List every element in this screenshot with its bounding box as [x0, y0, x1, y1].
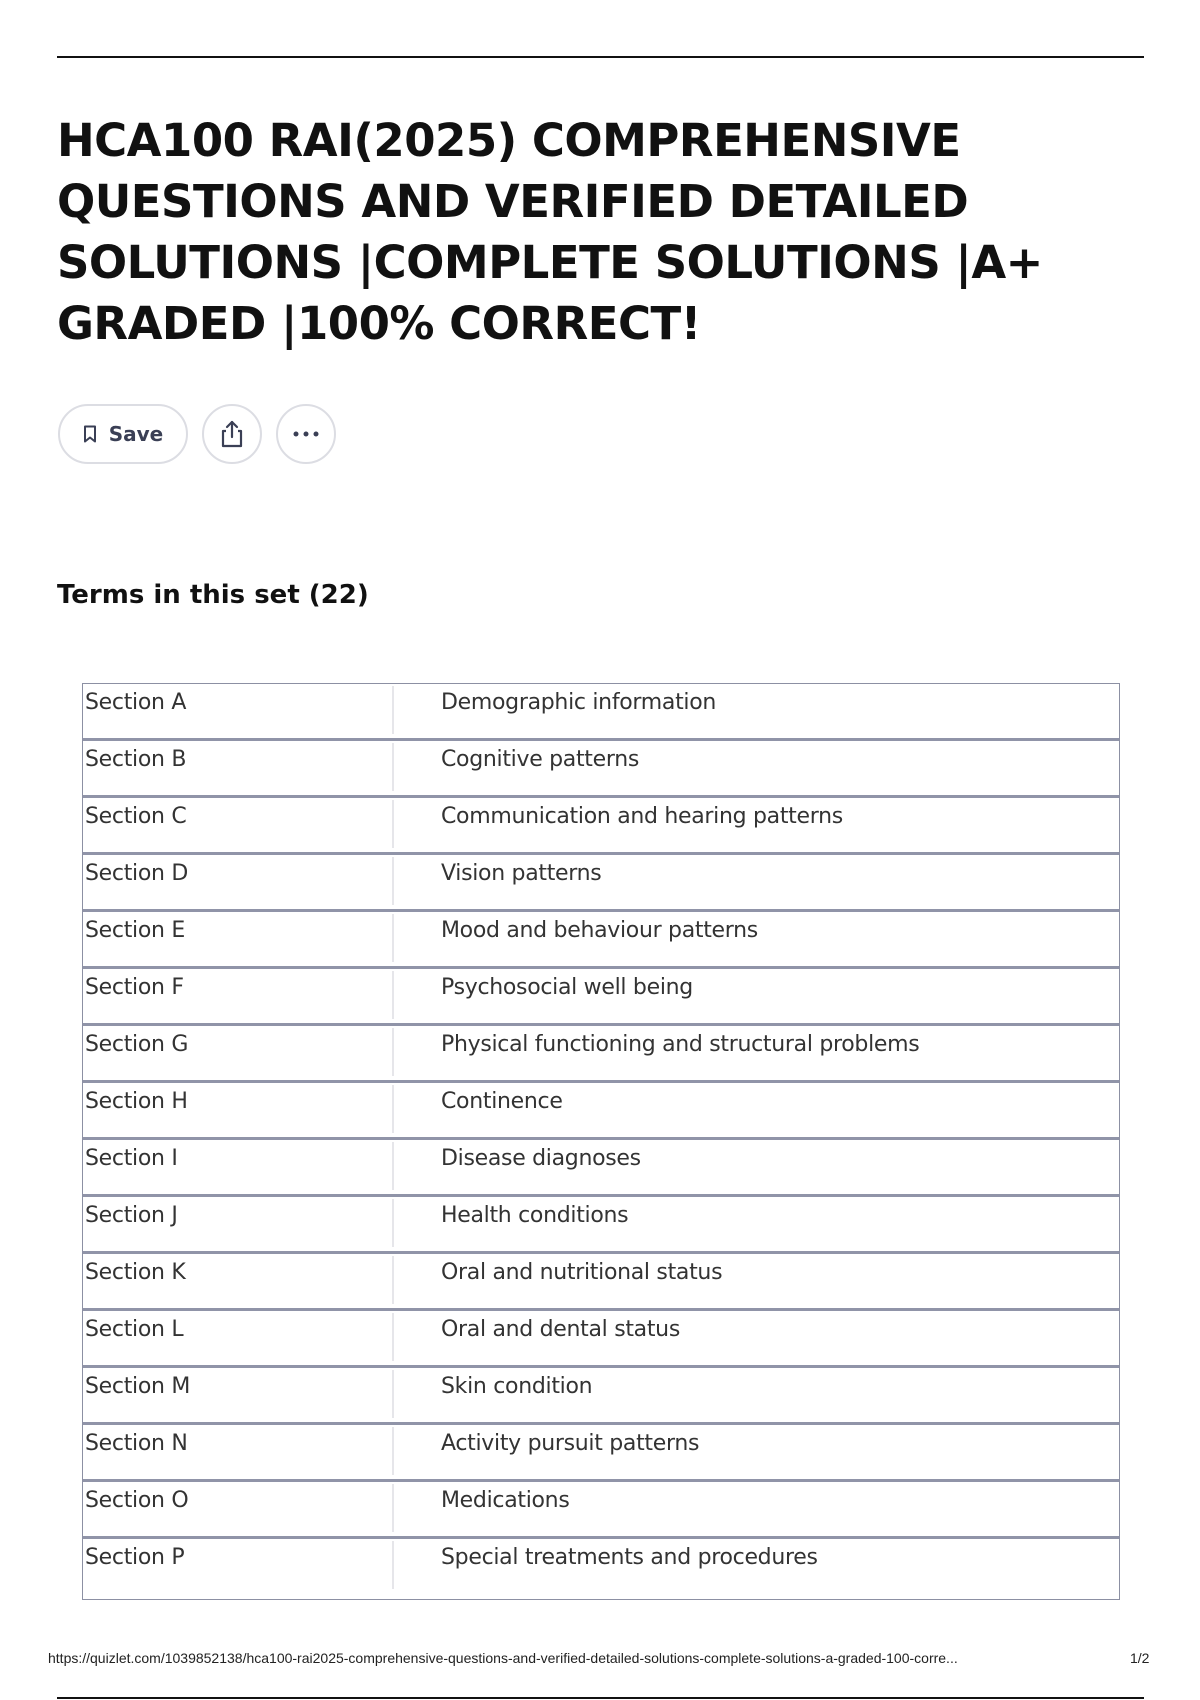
footer-divider [57, 1697, 1144, 1699]
cell-divider [392, 857, 394, 905]
term-text: Section E [85, 918, 185, 943]
cell-divider [392, 1541, 394, 1589]
term-row [83, 1311, 1119, 1368]
definition-text: Communication and hearing patterns [441, 804, 843, 829]
definition-text: Oral and nutritional status [441, 1260, 723, 1285]
save-button[interactable] [58, 404, 188, 464]
term-text: Section G [85, 1032, 189, 1057]
definition-text: Skin condition [441, 1374, 593, 1399]
definition-text: Special treatments and procedures [441, 1545, 818, 1570]
definition-text: Demographic information [441, 690, 717, 715]
cell-divider [392, 743, 394, 791]
term-text: Section P [85, 1545, 185, 1570]
definition-text: Mood and behaviour patterns [441, 918, 758, 943]
cell-divider [392, 1085, 394, 1133]
more-options-button[interactable] [276, 404, 336, 464]
cell-divider [392, 914, 394, 962]
page-number: 1/2 [1130, 1650, 1150, 1666]
cell-divider [392, 971, 394, 1019]
term-row [83, 1197, 1119, 1254]
definition-text: Oral and dental status [441, 1317, 680, 1342]
terms-table [82, 683, 1120, 1600]
term-row [83, 855, 1119, 912]
definition-text: Cognitive patterns [441, 747, 640, 772]
term-text: Section I [85, 1146, 178, 1171]
share-button[interactable] [202, 404, 262, 464]
cell-divider [392, 1028, 394, 1076]
definition-text: Health conditions [441, 1203, 629, 1228]
term-row [83, 969, 1119, 1026]
definition-text: Disease diagnoses [441, 1146, 641, 1171]
term-row [83, 912, 1119, 969]
definition-text: Vision patterns [441, 861, 602, 886]
term-text: Section D [85, 861, 188, 886]
term-row [83, 1083, 1119, 1140]
cell-divider [392, 1427, 394, 1475]
term-row [83, 741, 1119, 798]
bookmark-icon [83, 425, 97, 443]
cell-divider [392, 1142, 394, 1190]
term-row [83, 798, 1119, 855]
term-row [83, 1368, 1119, 1425]
term-text: Section O [85, 1488, 189, 1513]
term-row [83, 1425, 1119, 1482]
cell-divider [392, 800, 394, 848]
term-text: Section F [85, 975, 184, 1000]
term-row [83, 1026, 1119, 1083]
print-url: https://quizlet.com/1039852138/hca100-rai2025-comprehensive-questions-and-verified-detailed-solutions-complete-solutions-a-graded-100-corre... [48, 1650, 958, 1666]
term-text: Section B [85, 747, 187, 772]
definition-text: Physical functioning and structural problems [441, 1032, 920, 1057]
term-text: Section N [85, 1431, 188, 1456]
term-text: Section H [85, 1089, 188, 1114]
term-row [83, 684, 1119, 741]
term-text: Section C [85, 804, 187, 829]
header-divider [57, 56, 1144, 58]
cell-divider [392, 686, 394, 734]
term-text: Section K [85, 1260, 186, 1285]
cell-divider [392, 1199, 394, 1247]
share-icon [219, 420, 245, 448]
term-text: Section J [85, 1203, 178, 1228]
terms-heading: Terms in this set (22) [57, 580, 369, 610]
term-row [83, 1482, 1119, 1539]
definition-text: Continence [441, 1089, 563, 1114]
term-text: Section M [85, 1374, 191, 1399]
more-icon [292, 430, 320, 438]
term-text: Section A [85, 690, 187, 715]
definition-text: Medications [441, 1488, 570, 1513]
term-row [83, 1140, 1119, 1197]
cell-divider [392, 1256, 394, 1304]
term-row [83, 1539, 1119, 1599]
cell-divider [392, 1370, 394, 1418]
page-title: HCA100 RAI(2025) COMPREHENSIVE QUESTIONS AND VERIFIED DETAILED SOLUTIONS |COMPLETE SOLUTIONS |A+ GRADED |100% CORRECT! [57, 114, 1043, 350]
term-row [83, 1254, 1119, 1311]
definition-text: Psychosocial well being [441, 975, 693, 1000]
definition-text: Activity pursuit patterns [441, 1431, 700, 1456]
cell-divider [392, 1484, 394, 1532]
term-text: Section L [85, 1317, 184, 1342]
cell-divider [392, 1313, 394, 1361]
save-button-label: Save [108, 422, 164, 446]
